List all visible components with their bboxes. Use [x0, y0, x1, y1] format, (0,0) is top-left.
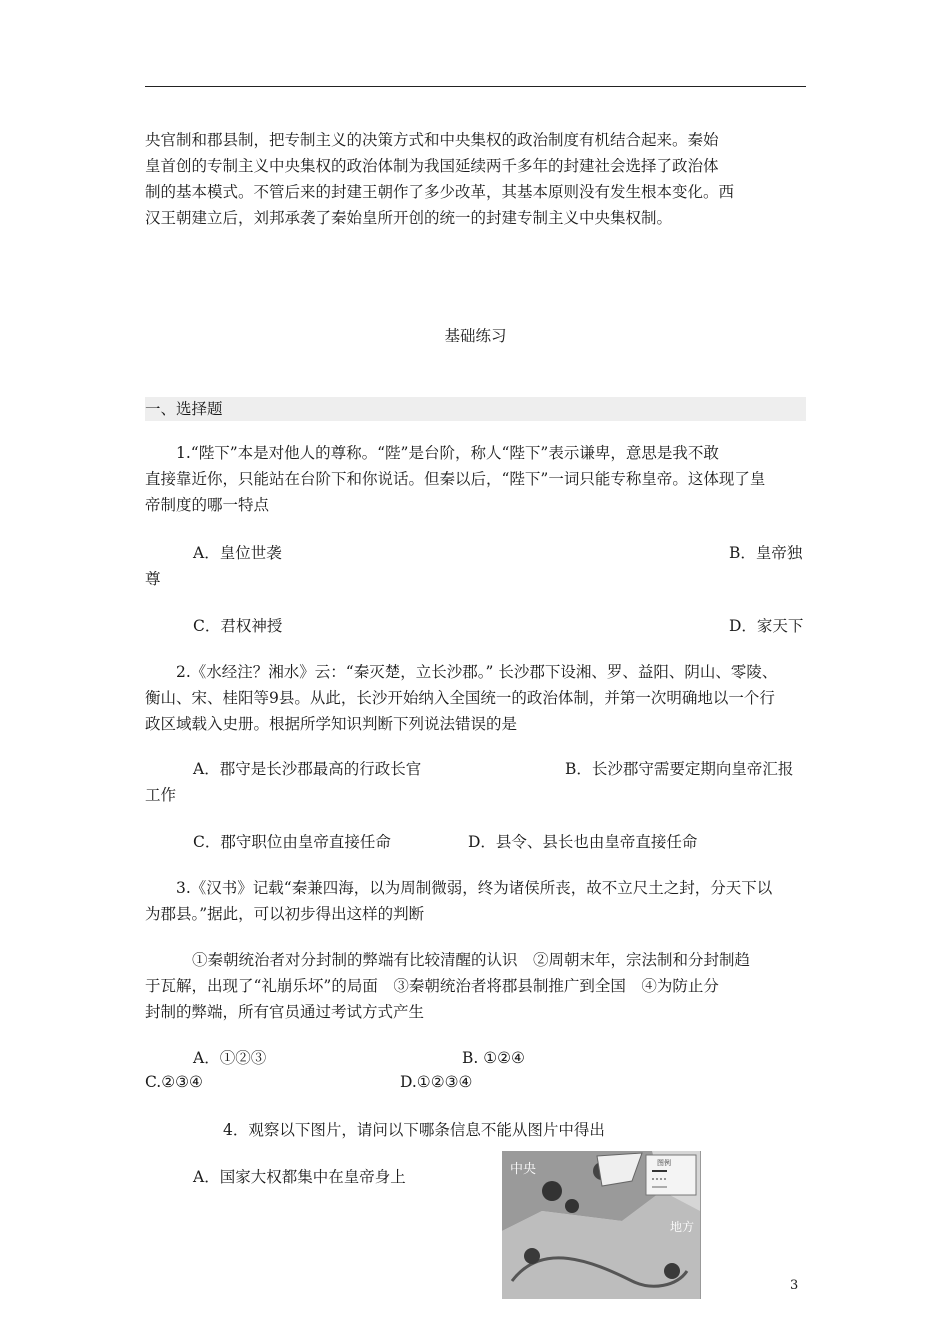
q2-line-1: 2.《水经注？湘水》云：“秦灭楚，立长沙郡。” 长沙郡下设湘、罗、益阳、阴山、零陵、: [176, 663, 778, 681]
q4-option-a: A．国家大权都集中在皇帝身上: [193, 1168, 406, 1186]
q2-option-b-cont: 工作: [145, 786, 177, 804]
part-heading: 一、选择题: [145, 400, 223, 418]
q1-option-b-cont: 尊: [145, 570, 161, 588]
central-local-power-figure: [502, 1151, 701, 1299]
q3-statement-2: 于瓦解，出现了“礼崩乐坏”的局面 ③秦朝统治者将郡县制推广到全国 ④为防止分: [145, 977, 719, 995]
intro-line-1: 央官制和郡县制，把专制主义的决策方式和中央集权的政治制度有机结合起来。秦始: [145, 131, 719, 149]
header-rule: [145, 86, 806, 87]
q3-option-c: C.②③④: [145, 1073, 203, 1091]
figure-illustration: [502, 1151, 700, 1299]
q3-option-b: B. ①②④: [462, 1049, 525, 1067]
q2-option-a: A．郡守是长沙郡最高的行政长官: [193, 760, 422, 778]
section-title: 基础练习: [444, 327, 507, 345]
figure-label-center: 中央: [510, 1162, 537, 1177]
q4-line-1: 4．观察以下图片，请问以下哪条信息不能从图片中得出: [223, 1121, 605, 1139]
q1-option-d: D．家天下: [729, 617, 804, 635]
q1-option-b: B．皇帝独: [729, 544, 803, 562]
q2-line-3: 政区域载入史册。根据所学知识判断下列说法错误的是: [145, 715, 518, 733]
q3-line-2: 为郡县。”据此，可以初步得出这样的判断: [145, 905, 425, 923]
q2-line-2: 衡山、宋、桂阳等9县。从此，长沙开始纳入全国统一的政治体制，并第一次明确地以一个行: [145, 689, 775, 707]
q3-statement-1: ①秦朝统治者对分封制的弊端有比较清醒的认识 ②周朝末年，宗法制和分封制趋: [192, 951, 751, 969]
q2-option-d: D．县令、县长也由皇帝直接任命: [468, 833, 698, 851]
page-number: 3: [790, 1278, 799, 1293]
q3-line-1: 3.《汉书》记载“秦兼四海，以为周制微弱，终为诸侯所丧，故不立尺土之封，分天下以: [176, 879, 773, 897]
q3-option-a: A．①②③: [193, 1049, 267, 1067]
q1-option-c: C．君权神授: [193, 617, 283, 635]
figure-legend-title: 图例: [657, 1159, 671, 1167]
intro-line-4: 汉王朝建立后，刘邦承袭了秦始皇所开创的统一的封建专制主义中央集权制。: [145, 209, 673, 227]
q1-line-3: 帝制度的哪一特点: [145, 496, 270, 514]
q3-statement-3: 封制的弊端，所有官员通过考试方式产生: [145, 1003, 425, 1021]
q1-option-a: A．皇位世袭: [193, 544, 282, 562]
part-heading-bar: [145, 397, 806, 421]
figure-label-local: 地方: [670, 1220, 695, 1234]
intro-line-2: 皇首创的专制主义中央集权的政治体制为我国延续两千多年的封建社会选择了政治体: [145, 157, 719, 175]
q3-option-d: D.①②③④: [400, 1073, 473, 1091]
q1-line-1: 1.“陛下”本是对他人的尊称。“陛”是台阶，称人“陛下”表示谦卑，意思是我不敢: [176, 444, 719, 462]
q2-option-c: C．郡守职位由皇帝直接任命: [193, 833, 391, 851]
q2-option-b: B．长沙郡守需要定期向皇帝汇报: [565, 760, 794, 778]
q1-line-2: 直接靠近你，只能站在台阶下和你说话。但秦以后，“陛下”一词只能专称皇帝。这体现了皇: [145, 470, 766, 488]
intro-line-3: 制的基本模式。不管后来的封建王朝作了多少改革，其基本原则没有发生根本变化。西: [145, 183, 735, 201]
